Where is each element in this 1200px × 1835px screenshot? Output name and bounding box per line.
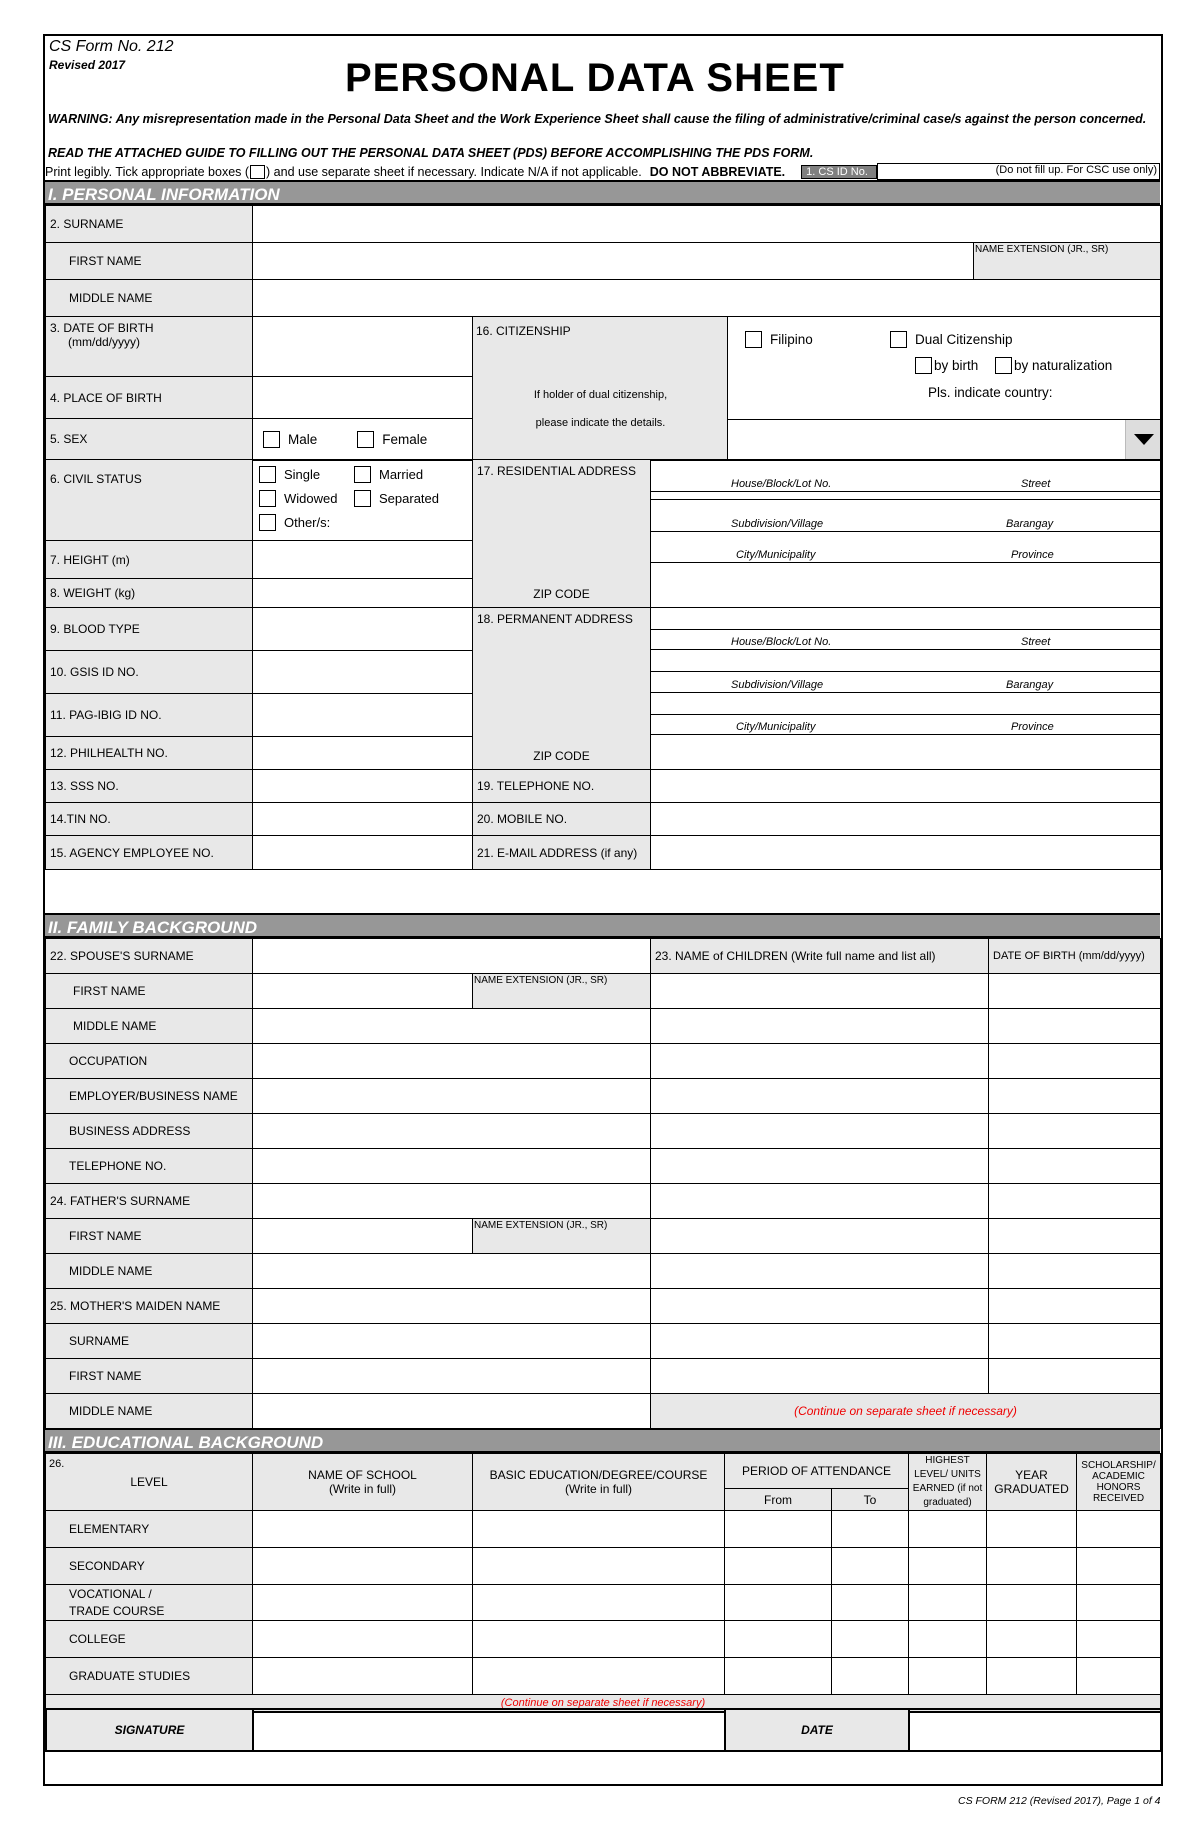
child-name-field[interactable] [651, 974, 989, 1009]
dob-citizenship-table [45, 316, 1161, 461]
tin-label: 14.TIN NO. [46, 803, 253, 836]
mobile-field[interactable] [651, 803, 1161, 836]
female-label: Female [382, 431, 428, 447]
business-address-field[interactable] [253, 1114, 651, 1149]
perm-zip-field[interactable] [651, 735, 1160, 768]
father-middle-name-field[interactable] [253, 1254, 651, 1289]
child-name-field[interactable] [651, 1289, 989, 1324]
child-dob-field[interactable] [989, 1254, 1161, 1289]
education-level-graduate: GRADUATE STUDIES [46, 1658, 253, 1695]
married-checkbox[interactable] [354, 466, 371, 483]
section-personal-info: I. PERSONAL INFORMATION [45, 180, 1160, 205]
filipino-option[interactable] [745, 331, 813, 348]
year-graduated-field[interactable] [987, 1548, 1077, 1585]
child-name-field[interactable] [651, 1114, 989, 1149]
warning-text: WARNING: Any misrepresentation made in the Personal Data Sheet and the Work Experience Sheet shall cause the filing of administrative/criminal case/s against the person concerned. [48, 112, 1147, 126]
child-name-field[interactable] [651, 1254, 989, 1289]
child-dob-field[interactable] [989, 1149, 1161, 1184]
highest-level-field[interactable] [909, 1621, 987, 1658]
child-name-field[interactable] [651, 1044, 989, 1079]
others-checkbox[interactable] [259, 514, 276, 531]
mother-first-name-label: FIRST NAME [46, 1359, 253, 1394]
country-dropdown-button[interactable] [1125, 420, 1161, 460]
email-label: 21. E-MAIL ADDRESS (if any) [473, 836, 651, 870]
mother-surname-label: SURNAME [46, 1324, 253, 1359]
school-field[interactable] [253, 1548, 473, 1585]
spouse-name-ext-label: NAME EXTENSION (JR., SR) [474, 975, 608, 986]
tin-field[interactable] [253, 803, 473, 836]
perm-address-fields [651, 608, 1161, 770]
to-field[interactable] [832, 1658, 909, 1695]
res-subdivision-label: Subdivision/Village [731, 518, 824, 530]
civil-status-label: 6. CIVIL STATUS [46, 460, 253, 541]
by-birth-label: by birth [934, 358, 979, 373]
res-barangay-label: Barangay [1006, 518, 1054, 530]
honors-header: SCHOLARSHIP/ ACADEMIC HONORS RECEIVED [1077, 1454, 1161, 1511]
signature-table [45, 1708, 1162, 1752]
child-dob-field[interactable] [989, 1289, 1161, 1324]
res-address-label: 17. RESIDENTIAL ADDRESS [477, 464, 636, 478]
mother-maiden-label: 25. MOTHER'S MAIDEN NAME [46, 1289, 253, 1324]
res-zip-label: ZIP CODE [533, 587, 590, 601]
perm-street-label: Street [1021, 636, 1051, 648]
dual-citizenship-option[interactable] [890, 331, 1013, 348]
res-city-field[interactable] [651, 532, 1160, 563]
agency-employee-label: 15. AGENCY EMPLOYEE NO. [46, 836, 253, 870]
education-level-vocational: VOCATIONAL / TRADE COURSE [46, 1585, 253, 1621]
middle-name-field[interactable] [253, 280, 1161, 317]
height-label: 7. HEIGHT (m) [46, 541, 253, 579]
res-address-label-cell [473, 460, 651, 608]
level-header-cell [46, 1454, 253, 1511]
dob-field[interactable] [253, 317, 473, 377]
pob-label: 4. PLACE OF BIRTH [46, 377, 253, 418]
male-label: Male [288, 431, 318, 447]
spouse-first-name-label: FIRST NAME [46, 974, 253, 1009]
mother-middle-name-label: MIDDLE NAME [46, 1394, 253, 1429]
father-surname-label: 24. FATHER'S SURNAME [46, 1184, 253, 1219]
father-name-ext-field[interactable] [473, 1219, 651, 1254]
education-level-college: COLLEGE [46, 1621, 253, 1658]
csc-use-note: (Do not fill up. For CSC use only) [995, 164, 1157, 176]
cs-id-label: 1. CS ID No. [801, 165, 877, 179]
education-level-elementary: ELEMENTARY [46, 1511, 253, 1548]
employer-field[interactable] [253, 1079, 651, 1114]
children-continue-note: (Continue on separate sheet if necessary) [651, 1394, 1161, 1429]
perm-zip-label: ZIP CODE [533, 749, 590, 763]
highest-level-field[interactable] [909, 1511, 987, 1548]
personal-details-table [45, 459, 1161, 870]
highest-level-field[interactable] [909, 1548, 987, 1585]
dob-label-cell [46, 317, 253, 377]
sex-options [253, 418, 473, 460]
dob-format: (mm/dd/yyyy) [68, 335, 140, 349]
res-zip-field[interactable] [651, 563, 1160, 605]
mobile-label: 20. MOBILE NO. [473, 803, 651, 836]
child-dob-field[interactable] [989, 1114, 1161, 1149]
widowed-checkbox[interactable] [259, 490, 276, 507]
by-birth-option[interactable] [915, 357, 978, 374]
res-house-field[interactable] [651, 460, 1160, 492]
school-field[interactable] [253, 1585, 473, 1621]
honors-field[interactable] [1077, 1585, 1161, 1621]
child-name-field[interactable] [651, 1009, 989, 1044]
name-extension-field[interactable] [974, 243, 1161, 280]
from-field[interactable] [725, 1621, 832, 1658]
mother-middle-name-field[interactable] [253, 1394, 651, 1429]
child-dob-field[interactable] [989, 1184, 1161, 1219]
single-checkbox[interactable] [259, 466, 276, 483]
blood-type-field[interactable] [253, 608, 473, 651]
perm-province-label: Province [1011, 721, 1054, 733]
from-field[interactable] [725, 1511, 832, 1548]
filipino-label: Filipino [770, 332, 813, 347]
education-number: 26. [49, 1458, 65, 1470]
section-family-background: II. FAMILY BACKGROUND [45, 913, 1160, 938]
course-field[interactable] [473, 1585, 725, 1621]
year-graduated-field[interactable] [987, 1585, 1077, 1621]
from-field[interactable] [725, 1658, 832, 1695]
occupation-label: OCCUPATION [46, 1044, 253, 1079]
form-number: CS Form No. 212 [49, 38, 174, 55]
sex-label: 5. SEX [46, 418, 253, 460]
page-title: PERSONAL DATA SHEET [345, 56, 845, 100]
to-field[interactable] [832, 1621, 909, 1658]
pagibig-label: 11. PAG-IBIG ID NO. [46, 694, 253, 737]
section-educational-background: III. EDUCATIONAL BACKGROUND [45, 1428, 1160, 1453]
civil-status-options [253, 460, 473, 541]
height-field[interactable] [253, 541, 473, 579]
signature-label: SIGNATURE [46, 1709, 253, 1751]
father-surname-field[interactable] [253, 1184, 651, 1219]
child-dob-field[interactable] [989, 974, 1161, 1009]
course-header: BASIC EDUCATION/DEGREE/COURSE [489, 1468, 708, 1482]
others-label: Other/s: [284, 514, 331, 530]
spouse-middle-name-field[interactable] [253, 1009, 651, 1044]
employer-label: EMPLOYER/BUSINESS NAME [46, 1079, 253, 1114]
to-field[interactable] [832, 1548, 909, 1585]
weight-field[interactable] [253, 579, 473, 608]
do-not-abbreviate: DO NOT ABBREVIATE. [649, 164, 786, 179]
separated-checkbox[interactable] [354, 490, 371, 507]
country-select[interactable] [728, 419, 1161, 460]
weight-label: 8. WEIGHT (kg) [46, 579, 253, 608]
highest-level-field[interactable] [909, 1658, 987, 1695]
spouse-name-ext-field[interactable] [473, 974, 651, 1009]
child-name-field[interactable] [651, 1184, 989, 1219]
date-label: DATE [725, 1709, 909, 1751]
mother-surname-field[interactable] [253, 1324, 651, 1359]
highest-level-field[interactable] [909, 1585, 987, 1621]
father-middle-name-label: MIDDLE NAME [46, 1254, 253, 1289]
spouse-telephone-field[interactable] [253, 1149, 651, 1184]
gsis-label: 10. GSIS ID NO. [46, 651, 253, 694]
instructions-row [45, 163, 1160, 180]
course-field[interactable] [473, 1511, 725, 1548]
female-checkbox[interactable] [357, 431, 374, 448]
revision-label: Revised 2017 [49, 58, 126, 72]
single-label: Single [284, 466, 321, 482]
perm-address-label: 18. PERMANENT ADDRESS [477, 612, 633, 626]
spouse-first-name-field[interactable] [253, 974, 473, 1009]
year-graduated-field[interactable] [987, 1621, 1077, 1658]
family-table [45, 938, 1161, 1429]
education-level-secondary: SECONDARY [46, 1548, 253, 1585]
father-first-name-field[interactable] [253, 1219, 473, 1254]
citizenship-label: 16. CITIZENSHIP [476, 324, 571, 338]
res-subdivision-field[interactable] [651, 500, 1160, 532]
year-graduated-field[interactable] [987, 1511, 1077, 1548]
first-name-label: FIRST NAME [46, 243, 253, 280]
from-field[interactable] [725, 1585, 832, 1621]
school-field[interactable] [253, 1511, 473, 1548]
pob-field[interactable] [253, 377, 473, 418]
dual-note-2: please indicate the details. [535, 417, 666, 429]
sample-checkbox [250, 165, 265, 179]
res-city-label: City/Municipality [736, 549, 816, 561]
widowed-label: Widowed [284, 490, 338, 506]
perm-house-label: House/Block/Lot No. [731, 636, 832, 648]
perm-barangay-label: Barangay [1006, 679, 1054, 691]
honors-field[interactable] [1077, 1621, 1161, 1658]
period-header: PERIOD OF ATTENDANCE [725, 1454, 909, 1489]
dual-citizenship-label: Dual Citizenship [915, 332, 1013, 347]
personal-info-table [45, 205, 1161, 317]
education-table [45, 1453, 1161, 1713]
honors-field[interactable] [1077, 1658, 1161, 1695]
course-field[interactable] [473, 1621, 725, 1658]
school-field[interactable] [253, 1658, 473, 1695]
honors-field[interactable] [1077, 1548, 1161, 1585]
highest-level-header: HIGHEST LEVEL/ UNITS EARNED (if not graduated) [909, 1454, 987, 1511]
instructions-text-a: Print legibly. Tick appropriate boxes ( [45, 164, 250, 179]
business-address-label: BUSINESS ADDRESS [46, 1114, 253, 1149]
telephone-field[interactable] [651, 770, 1161, 803]
gsis-field[interactable] [253, 651, 473, 694]
name-extension-label: NAME EXTENSION (JR., SR) [975, 244, 1109, 255]
from-field[interactable] [725, 1548, 832, 1585]
perm-city-field[interactable] [651, 715, 1160, 735]
father-name-ext-label: NAME EXTENSION (JR., SR) [474, 1220, 608, 1231]
course-header-note: (Write in full) [564, 1482, 633, 1496]
email-field[interactable] [651, 836, 1161, 870]
year-graduated-field[interactable] [987, 1658, 1077, 1695]
child-name-field[interactable] [651, 1324, 989, 1359]
to-field[interactable] [832, 1585, 909, 1621]
signature-field[interactable] [253, 1709, 725, 1751]
occupation-field[interactable] [253, 1044, 651, 1079]
by-naturalization-checkbox[interactable] [995, 357, 1012, 374]
child-name-field[interactable] [651, 1079, 989, 1114]
pds-page [43, 34, 1163, 1786]
separated-label: Separated [379, 490, 439, 506]
perm-subdivision-field[interactable] [651, 672, 1160, 693]
res-house-label: House/Block/Lot No. [731, 478, 832, 490]
middle-name-label: MIDDLE NAME [46, 280, 253, 317]
married-label: Married [379, 466, 424, 482]
course-field[interactable] [473, 1658, 725, 1695]
honors-field[interactable] [1077, 1511, 1161, 1548]
school-field[interactable] [253, 1621, 473, 1658]
year-graduated-header: YEAR GRADUATED [987, 1454, 1077, 1511]
instructions-text-b: ) and use separate sheet if necessary. Indicate N/A if not applicable. [266, 164, 642, 179]
footer-text: CS FORM 212 (Revised 2017), Page 1 of 4 [958, 1795, 1161, 1807]
dob-label: 3. DATE OF BIRTH [50, 321, 154, 335]
first-name-field[interactable] [253, 243, 974, 280]
spouse-surname-field[interactable] [253, 939, 651, 974]
education-continue-note: (Continue on separate sheet if necessary) [46, 1695, 1161, 1712]
children-dob-header: DATE OF BIRTH (mm/dd/yyyy) [989, 939, 1161, 974]
child-dob-field[interactable] [989, 1324, 1161, 1359]
by-naturalization-label: by naturalization [1014, 358, 1113, 373]
male-checkbox[interactable] [263, 431, 280, 448]
cs-id-field[interactable] [877, 163, 1160, 180]
blood-type-label: 9. BLOOD TYPE [46, 608, 253, 651]
child-dob-field[interactable] [989, 1219, 1161, 1254]
philhealth-field[interactable] [253, 737, 473, 770]
school-header-note: (Write in full) [328, 1482, 397, 1496]
child-name-field[interactable] [651, 1359, 989, 1394]
by-naturalization-option[interactable] [995, 357, 1112, 374]
read-guide-text: READ THE ATTACHED GUIDE TO FILLING OUT THE PERSONAL DATA SHEET (PDS) BEFORE ACCOMPLISHING THE PDS FORM. [48, 146, 814, 160]
spouse-middle-name-label: MIDDLE NAME [46, 1009, 253, 1044]
filipino-checkbox[interactable] [745, 331, 762, 348]
pagibig-field[interactable] [253, 694, 473, 737]
telephone-label: 19. TELEPHONE NO. [473, 770, 651, 803]
father-first-name-label: FIRST NAME [46, 1219, 253, 1254]
spouse-telephone-label: TELEPHONE NO. [46, 1149, 253, 1184]
perm-address-label-cell [473, 608, 651, 770]
indicate-country-label: Pls. indicate country: [928, 385, 1053, 400]
chevron-down-icon [1134, 434, 1154, 445]
res-street-label: Street [1021, 478, 1051, 490]
level-header: LEVEL [130, 1475, 168, 1489]
perm-subdivision-label: Subdivision/Village [731, 679, 824, 691]
date-field[interactable] [909, 1709, 1161, 1751]
spouse-surname-label: 22. SPOUSE'S SURNAME [46, 939, 253, 974]
to-field[interactable] [832, 1511, 909, 1548]
course-field[interactable] [473, 1548, 725, 1585]
res-address-fields [651, 460, 1161, 608]
citizenship-cell [473, 317, 1161, 461]
course-header-cell [473, 1454, 725, 1511]
sss-label: 13. SSS NO. [46, 770, 253, 803]
philhealth-label: 12. PHILHEALTH NO. [46, 737, 253, 770]
child-name-field[interactable] [651, 1149, 989, 1184]
child-dob-field[interactable] [989, 1359, 1161, 1394]
school-header-cell [253, 1454, 473, 1511]
child-dob-field[interactable] [989, 1079, 1161, 1114]
children-header: 23. NAME of CHILDREN (Write full name and list all) [651, 939, 989, 974]
child-name-field[interactable] [651, 1219, 989, 1254]
surname-field[interactable] [253, 206, 1161, 243]
mother-maiden-field[interactable] [253, 1289, 651, 1324]
agency-employee-field[interactable] [253, 836, 473, 870]
school-header: NAME OF SCHOOL [308, 1468, 417, 1482]
child-dob-field[interactable] [989, 1044, 1161, 1079]
surname-label: 2. SURNAME [46, 206, 253, 243]
dual-citizenship-checkbox[interactable] [890, 331, 907, 348]
perm-city-label: City/Municipality [736, 721, 816, 733]
period-to-header: To [832, 1489, 909, 1511]
mother-first-name-field[interactable] [253, 1359, 651, 1394]
period-from-header: From [725, 1489, 832, 1511]
res-province-label: Province [1011, 549, 1054, 561]
dual-note-1: If holder of dual citizenship, [533, 389, 668, 401]
by-birth-checkbox[interactable] [915, 357, 932, 374]
sss-field[interactable] [253, 770, 473, 803]
perm-house-field[interactable] [651, 630, 1160, 650]
child-dob-field[interactable] [989, 1009, 1161, 1044]
